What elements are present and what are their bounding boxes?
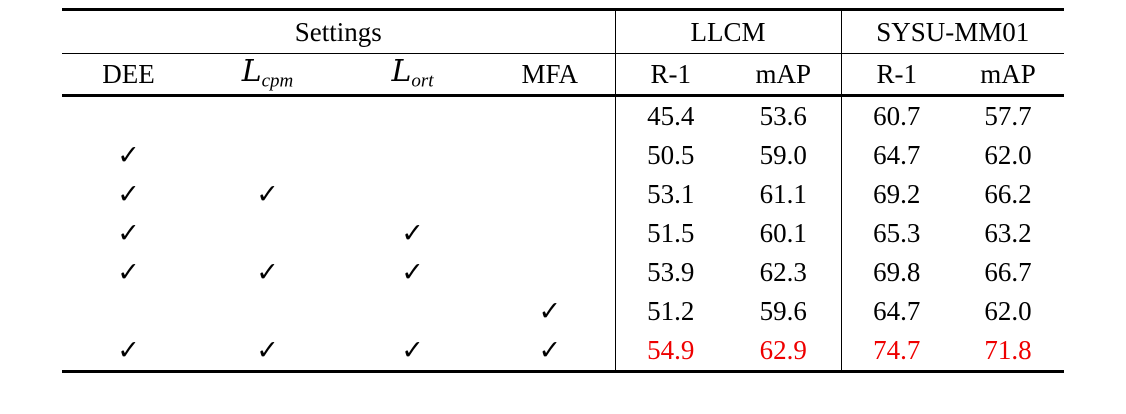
- cell-cpm: [195, 136, 340, 175]
- cell-llcm-map: 62.9: [726, 331, 841, 372]
- cell-ort: ✓: [340, 331, 485, 372]
- cell-cpm: ✓: [256, 257, 279, 288]
- cell-mfa: ✓: [485, 331, 615, 372]
- cell-dee: ✓: [117, 179, 140, 210]
- cell-sysu-r1: 69.2: [873, 179, 921, 209]
- lort-subscript: ort: [411, 70, 434, 92]
- column-header-sysu-map: mAP: [952, 54, 1064, 96]
- cell-sysu-map: 71.8: [952, 331, 1064, 372]
- cell-ort: [340, 175, 485, 214]
- cell-dee: ✓: [117, 218, 140, 249]
- table-row: [62, 253, 1064, 292]
- cell-ort: ✓: [401, 218, 424, 249]
- column-header-dee: DEE: [62, 54, 195, 96]
- cell-dee: ✓: [117, 257, 140, 288]
- cell-mfa: [485, 175, 615, 214]
- cell-sysu-map: 66.7: [984, 257, 1032, 287]
- cell-llcm-map: 62.3: [726, 253, 841, 292]
- column-header-sysu-r1: R-1: [841, 54, 952, 96]
- cell-dee: [62, 96, 195, 137]
- table-row: [62, 292, 1064, 331]
- group-header-sysu: SYSU-MM01: [841, 10, 1064, 54]
- column-header-row: [62, 54, 1064, 96]
- lcpm-subscript: cpm: [261, 70, 294, 92]
- column-header-llcm-r1: R-1: [615, 54, 726, 96]
- cell-dee: ✓: [62, 331, 195, 372]
- cell-cpm: ✓: [256, 179, 279, 210]
- cell-mfa: [485, 253, 615, 292]
- cell-cpm: ✓: [195, 331, 340, 372]
- cell-cpm: [195, 214, 340, 253]
- column-header-lort: [340, 54, 485, 96]
- cell-sysu-r1: 74.7: [841, 331, 952, 372]
- cell-cpm: [195, 96, 340, 137]
- cell-llcm-r1: 51.2: [615, 292, 726, 331]
- ablation-results-table: [62, 8, 1064, 373]
- cell-dee: ✓: [117, 140, 140, 171]
- cell-sysu-map: 62.0: [984, 296, 1032, 326]
- cell-ort: [340, 136, 485, 175]
- table-row-best: [62, 331, 1064, 372]
- cell-sysu-map: 62.0: [984, 140, 1032, 170]
- cell-mfa: [485, 96, 615, 137]
- cell-mfa: [485, 214, 615, 253]
- cell-sysu-r1: 69.8: [873, 257, 921, 287]
- lcpm-symbol: L: [241, 54, 262, 90]
- cell-dee: [62, 292, 195, 331]
- cell-llcm-r1: 53.1: [615, 175, 726, 214]
- cell-mfa: ✓: [538, 296, 562, 327]
- cell-llcm-r1: 51.5: [615, 214, 726, 253]
- table-row: [62, 214, 1064, 253]
- table-row: [62, 175, 1064, 214]
- lort-symbol: L: [391, 54, 412, 90]
- group-header-llcm: LLCM: [615, 10, 841, 54]
- group-header-settings: Settings: [62, 10, 615, 54]
- cell-sysu-map: 57.7: [952, 96, 1064, 137]
- cell-llcm-map: 61.1: [726, 175, 841, 214]
- cell-llcm-r1: 50.5: [615, 136, 726, 175]
- cell-llcm-r1: 53.9: [615, 253, 726, 292]
- group-header-row: [62, 10, 1064, 54]
- cell-sysu-map: 63.2: [984, 218, 1032, 248]
- cell-cpm: [195, 292, 340, 331]
- cell-sysu-map: 66.2: [984, 179, 1032, 209]
- cell-ort: [340, 96, 485, 137]
- table-row: [62, 136, 1064, 175]
- cell-llcm-map: 59.0: [726, 136, 841, 175]
- column-header-mfa: MFA: [485, 54, 615, 96]
- cell-llcm-r1: 54.9: [615, 331, 726, 372]
- column-header-llcm-map: mAP: [726, 54, 841, 96]
- cell-sysu-r1: 64.7: [873, 140, 921, 170]
- cell-llcm-map: 60.1: [726, 214, 841, 253]
- column-header-lcpm: [195, 54, 340, 96]
- cell-ort: [340, 292, 485, 331]
- cell-llcm-map: 53.6: [726, 96, 841, 137]
- cell-llcm-map: 59.6: [726, 292, 841, 331]
- cell-sysu-r1: 60.7: [841, 96, 952, 137]
- cell-sysu-r1: 64.7: [873, 296, 921, 326]
- cell-ort: ✓: [401, 257, 424, 288]
- cell-sysu-r1: 65.3: [873, 218, 921, 248]
- table-row: [62, 96, 1064, 137]
- cell-llcm-r1: 45.4: [615, 96, 726, 137]
- cell-mfa: [485, 136, 615, 175]
